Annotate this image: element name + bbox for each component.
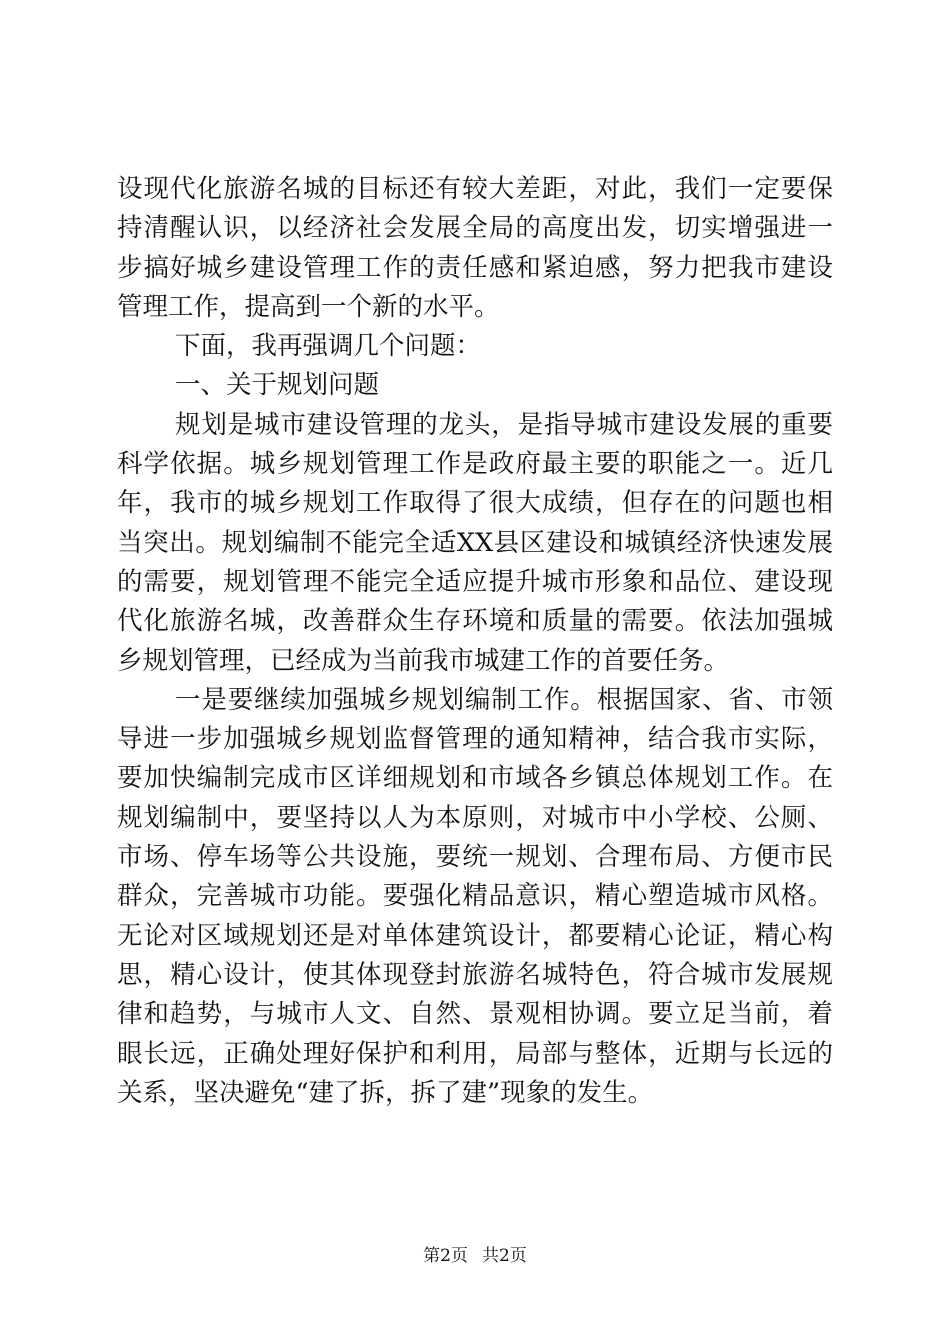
text-line: 一、关于规划问题 (175, 370, 380, 401)
text-line: 下面，我再强调几个问题： (175, 331, 482, 362)
text-line: 眼长远，正确处理好保护和利用，局部与整体，近期与长远的 (117, 1038, 833, 1069)
page-footer (0, 1244, 950, 1268)
text-line: 规划是城市建设管理的龙头，是指导城市建设发展的重要 (175, 409, 833, 440)
text-line: 思，精心设计，使其体现登封旅游名城特色，符合城市发展规 (117, 959, 833, 990)
document-body (117, 170, 833, 1113)
page-total: 共2页 (482, 1246, 527, 1266)
text-line: 关系，坚决避免“建了拆，拆了建”现象的发生。 (117, 1077, 654, 1108)
text-line: 的需要，规划管理不能完全适应提升城市形象和品位、建设现 (117, 566, 833, 597)
page-number: 第2页 (423, 1246, 468, 1266)
text-line: 市场、停车场等公共设施，要统一规划、合理布局、方便市民 (117, 842, 833, 873)
text-line: 科学依据。城乡规划管理工作是政府最主要的职能之一。近几 (117, 449, 833, 480)
text-line: 乡规划管理，已经成为当前我市城建工作的首要任务。 (117, 645, 730, 676)
text-line: 设现代化旅游名城的目标还有较大差距，对此，我们一定要保 (117, 174, 833, 204)
text-line: 规划编制中，要坚持以人为本原则，对城市中小学校、公厕、 (117, 802, 833, 833)
text-line: 管理工作，提高到一个新的水平。 (117, 291, 500, 322)
text-line: 步搞好城乡建设管理工作的责任感和紧迫感，努力把我市建设 (117, 252, 833, 283)
text-line: 年，我市的城乡规划工作取得了很大成绩，但存在的问题也相 (117, 488, 833, 519)
text-line: 当突出。规划编制不能完全适XX县区建设和城镇经济快速发展 (117, 527, 833, 558)
text-line: 律和趋势，与城市人文、自然、景观相协调。要立足当前，着 (117, 999, 833, 1030)
text-line: 无论对区域规划还是对单体建筑设计，都要精心论证，精心构 (117, 920, 833, 951)
text-line: 导进一步加强城乡规划监督管理的通知精神，结合我市实际， (117, 724, 833, 755)
text-line: 群众，完善城市功能。要强化精品意识，精心塑造城市风格。 (117, 881, 833, 912)
text-line: 持清醒认识，以经济社会发展全局的高度出发，切实增强进一 (117, 213, 833, 244)
text-line: 代化旅游名城，改善群众生存环境和质量的需要。依法加强城 (117, 606, 833, 637)
text-line: 一是要继续加强城乡规划编制工作。根据国家、省、市领 (175, 684, 833, 715)
text-line: 要加快编制完成市区详细规划和市域各乡镇总体规划工作。在 (117, 763, 833, 794)
